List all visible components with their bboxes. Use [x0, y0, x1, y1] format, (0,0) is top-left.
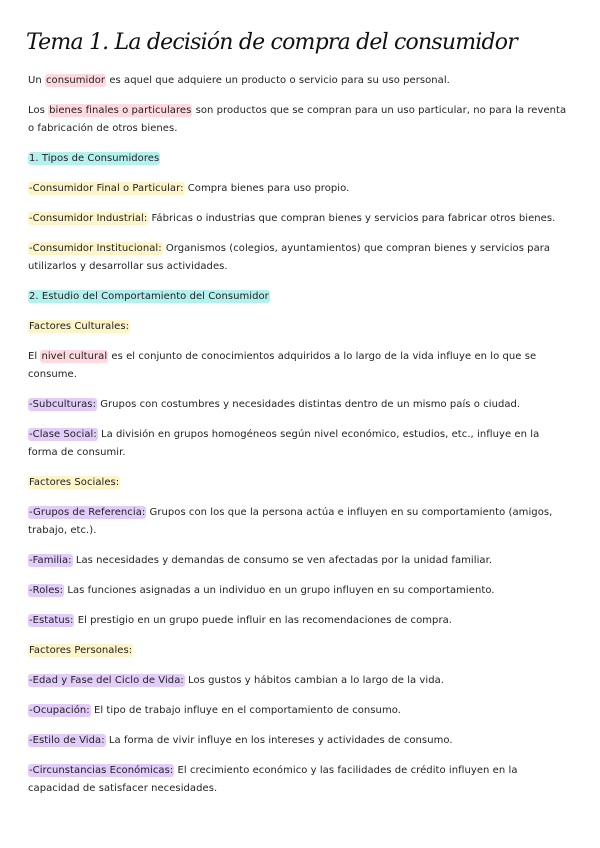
- list-item: [28, 240, 568, 276]
- body-text: Las necesidades y demandas de consumo se ven afectadas por la unidad familiar.: [72, 555, 493, 566]
- term-highlight: -Clase Social:: [29, 429, 97, 440]
- body-text: La división en grupos homogéneos según nivel económico, estudios, etc., influye en la forma de consumir.: [28, 429, 540, 458]
- body-text: Grupos con costumbres y necesidades distintas dentro de un mismo país o ciudad.: [96, 399, 521, 410]
- highlighted-text: Factores Sociales:: [29, 477, 120, 488]
- term-highlight: -Consumidor Institucional:: [29, 243, 162, 254]
- list-item: [28, 426, 568, 462]
- term-highlight: -Familia:: [29, 555, 72, 566]
- section-heading: [28, 288, 568, 306]
- highlighted-text: bienes finales o particulares: [49, 105, 192, 116]
- list-item: [28, 180, 568, 198]
- document-body: [28, 72, 568, 798]
- body-text: son productos que se compran para un uso particular, no para la reventa o fabricación de otros bienes.: [28, 105, 567, 134]
- term-highlight: -Circunstancias Económicas:: [29, 765, 174, 776]
- list-item: [28, 504, 568, 540]
- list-item: [28, 762, 568, 798]
- term-highlight: -Subculturas:: [29, 399, 96, 410]
- subheading: [28, 642, 568, 660]
- section-heading: [28, 150, 568, 168]
- body-text: Fábricas o industrias que compran bienes y servicios para fabricar otros bienes.: [148, 213, 556, 224]
- list-item: [28, 732, 568, 750]
- body-text: Los: [28, 105, 49, 116]
- body-text: Los gustos y hábitos cambian a lo largo de la vida.: [184, 675, 445, 686]
- highlighted-text: Factores Personales:: [29, 645, 133, 656]
- term-highlight: -Grupos de Referencia:: [29, 507, 146, 518]
- highlighted-text: consumidor: [46, 75, 106, 86]
- body-text: La forma de vivir influye en los intereses y actividades de consumo.: [105, 735, 453, 746]
- body-text: Organismos (colegios, ayuntamientos) que compran bienes y servicios para utilizarlos y desarrollar sus actividades.: [28, 243, 551, 272]
- highlighted-text: 1. Tipos de Consumidores: [29, 153, 160, 164]
- subheading: [28, 318, 568, 336]
- term-highlight: -Roles:: [29, 585, 64, 596]
- term-highlight: -Consumidor Final o Particular:: [29, 183, 184, 194]
- body-text: Compra bienes para uso propio.: [184, 183, 350, 194]
- list-item: [28, 396, 568, 414]
- list-item: [28, 672, 568, 690]
- paragraph: [28, 72, 568, 90]
- body-text: El: [28, 351, 41, 362]
- highlighted-text: Factores Culturales:: [29, 321, 130, 332]
- subheading: [28, 474, 568, 492]
- term-highlight: -Ocupación:: [29, 705, 90, 716]
- highlighted-text: 2. Estudio del Comportamiento del Consumidor: [29, 291, 269, 302]
- list-item: [28, 702, 568, 720]
- body-text: El crecimiento económico y las facilidades de crédito influyen en la capacidad de satisfacer necesidades.: [28, 765, 518, 794]
- paragraph: [28, 102, 568, 138]
- list-item: [28, 612, 568, 630]
- term-highlight: -Estilo de Vida:: [29, 735, 105, 746]
- term-highlight: -Edad y Fase del Ciclo de Vida:: [29, 675, 184, 686]
- body-text: es aquel que adquiere un producto o servicio para su uso personal.: [106, 75, 450, 86]
- body-text: El tipo de trabajo influye en el comportamiento de consumo.: [90, 705, 401, 716]
- body-text: El prestigio en un grupo puede influir en las recomendaciones de compra.: [74, 615, 453, 626]
- body-text: Las funciones asignadas a un individuo en un grupo influyen en su comportamiento.: [64, 585, 495, 596]
- list-item: [28, 582, 568, 600]
- paragraph: [28, 348, 568, 384]
- body-text: Grupos con los que la persona actúa e influyen en su comportamiento (amigos, trabajo, etc.).: [28, 507, 553, 536]
- list-item: [28, 210, 568, 228]
- highlighted-text: nivel cultural: [41, 351, 108, 362]
- term-highlight: -Consumidor Industrial:: [29, 213, 148, 224]
- body-text: Un: [28, 75, 45, 86]
- term-highlight: -Estatus:: [29, 615, 74, 626]
- body-text: es el conjunto de conocimientos adquiridos a lo largo de la vida influye en lo que se consume.: [28, 351, 537, 380]
- list-item: [28, 552, 568, 570]
- page-title: Tema 1. La decisión de compra del consumidor: [26, 30, 517, 55]
